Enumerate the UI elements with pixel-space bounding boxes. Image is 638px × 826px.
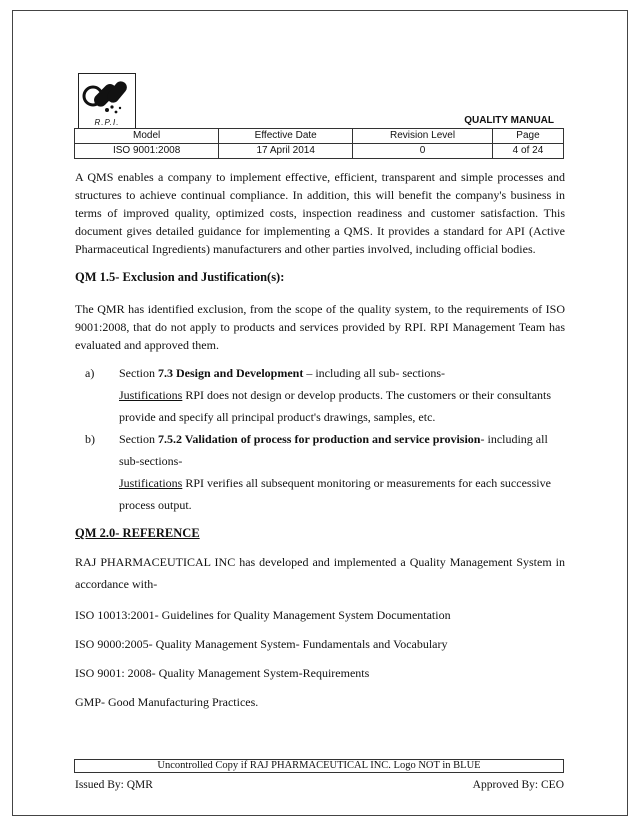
reference-item: ISO 9000:2005- Quality Management System- Fundamentals and Vocabulary bbox=[75, 637, 448, 651]
section-prefix: Section bbox=[119, 366, 158, 380]
list-item bbox=[75, 428, 565, 516]
header-cell-page: Page bbox=[492, 129, 563, 144]
value-cell-page: 4 of 24 bbox=[492, 144, 563, 159]
justification-text: RPI verifies all subsequent monitoring or measurements for each successive process output. bbox=[119, 476, 551, 512]
approved-by: Approved By: CEO bbox=[472, 779, 564, 791]
value-cell-effective-date: 17 April 2014 bbox=[219, 144, 353, 159]
header-cell-model: Model bbox=[75, 129, 219, 144]
footer-notice: Uncontrolled Copy if RAJ PHARMACEUTICAL INC. Logo NOT in BLUE bbox=[75, 760, 564, 773]
value-cell-model: ISO 9001:2008 bbox=[75, 144, 219, 159]
company-logo bbox=[78, 73, 136, 129]
justification-label: Justifications bbox=[119, 388, 183, 402]
reference-item: ISO 10013:2001- Guidelines for Quality Management System Documentation bbox=[75, 608, 451, 622]
document-header-table bbox=[74, 128, 564, 159]
manual-title: QUALITY MANUAL bbox=[464, 115, 554, 126]
reference-item: ISO 9001: 2008- Quality Management System-Requirements bbox=[75, 666, 370, 680]
header-cell-revision: Revision Level bbox=[353, 129, 493, 144]
section-prefix: Section bbox=[119, 432, 158, 446]
reference-item: GMP- Good Manufacturing Practices. bbox=[75, 695, 259, 709]
list-marker: b) bbox=[85, 432, 95, 446]
logo-text: R.P.I. bbox=[94, 118, 120, 127]
list-item bbox=[75, 362, 565, 428]
intro-paragraph: A QMS enables a company to implement effective, efficient, transparent and simple processes and structures to achieve continual compliance. In addition, this will benefit the company's business in terms of improved quality, optimized costs, inspection readiness and customer satisfaction. This document gives detailed guidance for implementing a QMS. It provides a standard for API (Active Pharmaceutical Ingredients) manufacturers and other parties involved, including official bodies. bbox=[75, 170, 565, 256]
exclusion-paragraph: The QMR has identified exclusion, from the scope of the quality system, to the requirements of ISO 9001:2008, that do not apply to products and services provided by RPI. RPI Management Team has evaluated and approved them. bbox=[75, 302, 565, 352]
section-heading-exclusion: QM 1.5- Exclusion and Justification(s): bbox=[75, 270, 285, 284]
document-body bbox=[75, 168, 565, 711]
footer-notice-box bbox=[74, 759, 564, 773]
section-heading-reference: QM 2.0- REFERENCE bbox=[75, 526, 200, 540]
section-title: 7.5.2 Validation of process for production and service provision bbox=[158, 432, 481, 446]
capsule-icon bbox=[79, 74, 135, 118]
section-suffix: – including all sub- sections- bbox=[303, 366, 445, 380]
justification-text: RPI does not design or develop products. The customers or their consultants provide and specify all principal product's drawings, samples, etc. bbox=[119, 388, 552, 424]
header-cell-effective-date: Effective Date bbox=[219, 129, 353, 144]
value-cell-revision: 0 bbox=[353, 144, 493, 159]
reference-intro: RAJ PHARMACEUTICAL INC has developed and implemented a Quality Management System in accordance with- bbox=[75, 555, 565, 591]
list-marker: a) bbox=[85, 366, 95, 380]
section-title: 7.3 Design and Development bbox=[158, 366, 304, 380]
justification-label: Justifications bbox=[119, 476, 183, 490]
issued-by: Issued By: QMR bbox=[75, 779, 153, 791]
section-suffix: - including all sub-sections- bbox=[119, 432, 548, 468]
